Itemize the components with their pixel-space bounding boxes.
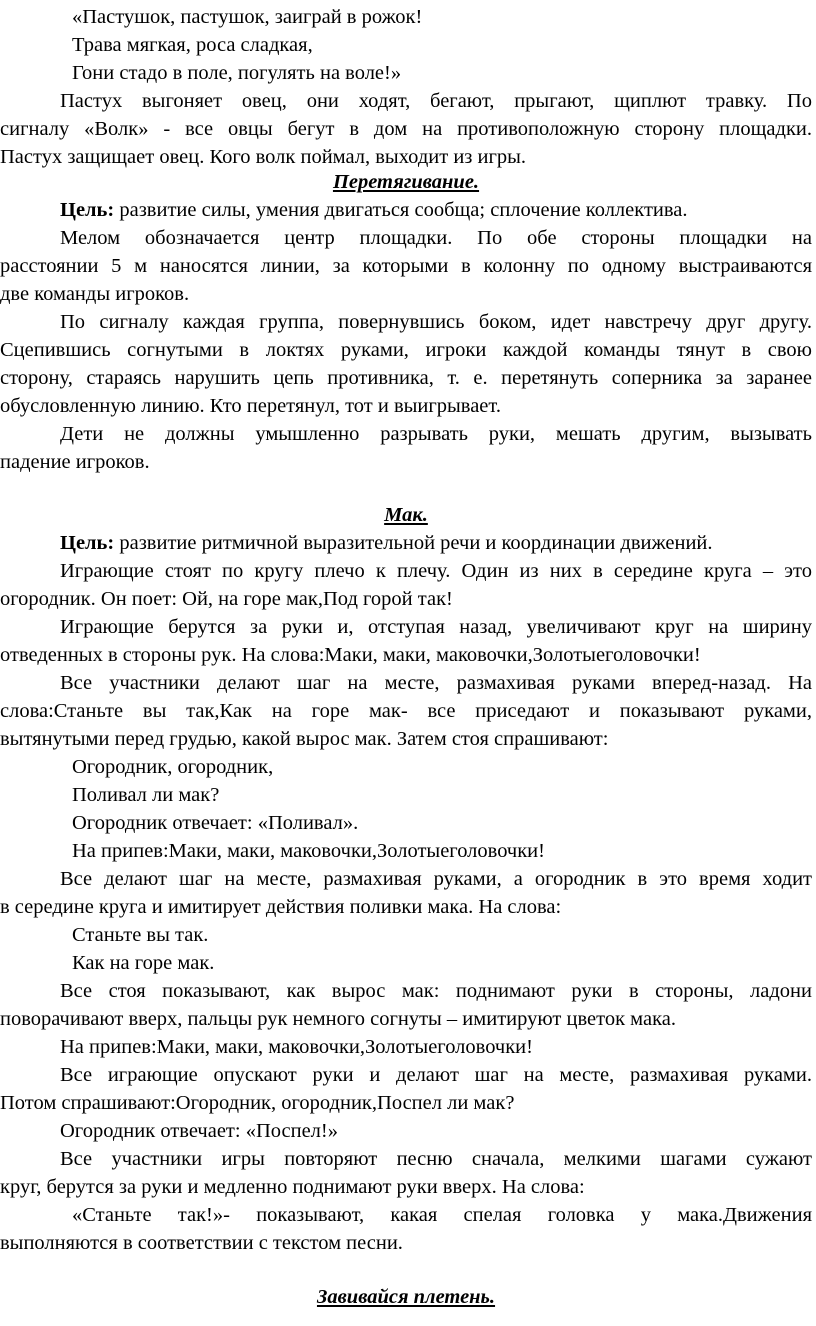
paragraph-line: огородник. Он поет: Ой, на горе мак,Под горой так! <box>0 588 453 610</box>
paragraph-line: две команды игроков. <box>0 283 190 305</box>
paragraph-line: сигналу «Волк» - все овцы бегут в дом на противоположную сторону площадки. <box>0 118 812 140</box>
paragraph-line: падение игроков. <box>0 451 150 473</box>
paragraph-line: отведенных в стороны рук. На слова:Маки, маки, маковочки,Золотыеголовочки! <box>0 644 701 666</box>
paragraph-line: в середине круга и имитирует действия поливки мака. На слова: <box>0 896 562 918</box>
paragraph-line: слова:Станьте вы так,Как на горе мак- все приседают и показывают руками, <box>0 700 812 722</box>
song-line: Трава мягкая, роса сладкая, <box>72 34 313 56</box>
verse-line: Станьте вы так. <box>72 924 209 946</box>
section-title: Перетягивание. <box>332 171 480 193</box>
goal-line <box>60 529 713 557</box>
paragraph-line: Играющие стоят по кругу плечо к плечу. Один из них в середине круга – это <box>60 560 812 582</box>
paragraph-line: Дети не должны умышленно разрывать руки, мешать другим, вызывать <box>60 423 812 445</box>
paragraph-line: расстоянии 5 м наносятся линии, за которыми в колонну по одному выстраиваются <box>0 255 812 277</box>
paragraph-line: По сигналу каждая группа, повернувшись боком, идет навстречу друг другу. <box>60 311 812 333</box>
verse-line: Огородник отвечает: «Поливал». <box>72 812 359 834</box>
song-line: «Пастушок, пастушок, заиграй в рожок! <box>72 6 423 28</box>
paragraph-line: Все делают шаг на месте, размахивая руками, а огородник в это время ходит <box>60 868 812 890</box>
paragraph-line: выполняются в соответствии с текстом песни. <box>0 1232 403 1254</box>
paragraph-line: На припев:Маки, маки, маковочки,Золотыеголовочки! <box>60 1036 533 1058</box>
goal-text: развитие ритмичной выразительной речи и координации движений. <box>114 532 713 554</box>
paragraph-line: Огородник отвечает: «Поспел!» <box>60 1120 338 1142</box>
verse-line: Поливал ли мак? <box>72 784 220 806</box>
verse-line: Как на горе мак. <box>72 952 215 974</box>
paragraph-line: обусловленную линию. Кто перетянул, тот и выигрывает. <box>0 395 501 417</box>
paragraph-line: сторону, стараясь нарушить цепь противника, т. е. перетянуть соперника за заранее <box>0 367 812 389</box>
paragraph-line: круг, берутся за руки и медленно поднимают руки вверх. На слова: <box>0 1176 585 1198</box>
verse-line: На припев:Маки, маки, маковочки,Золотыеголовочки! <box>72 840 545 862</box>
paragraph-line: Мелом обозначается центр площадки. По обе стороны площадки на <box>60 227 812 249</box>
paragraph-line: «Станьте так!»- показывают, какая спелая головка у мака.Движения <box>72 1204 812 1226</box>
paragraph-line: Пастух выгоняет овец, они ходят, бегают, прыгают, щиплют травку. По <box>60 90 812 112</box>
paragraph-line: Все играющие опускают руки и делают шаг на месте, размахивая руками. <box>60 1064 812 1086</box>
paragraph-line: вытянутыми перед грудью, какой вырос мак. Затем стоя спрашивают: <box>0 728 609 750</box>
goal-label: Цель: <box>60 532 115 554</box>
paragraph-line: Все участники игры повторяют песню сначала, мелкими шагами сужают <box>60 1148 812 1170</box>
section-title: Завивайся плетень. <box>316 1286 496 1308</box>
section-title: Мак. <box>384 504 428 526</box>
song-line: Гони стадо в поле, погулять на воле!» <box>72 62 402 84</box>
paragraph-line: Сцепившись согнутыми в локтях руками, игроки каждой команды тянут в свою <box>0 339 812 361</box>
paragraph-line: Играющие берутся за руки и, отступая назад, увеличивают круг на ширину <box>60 616 812 638</box>
verse-line: Огородник, огородник, <box>72 756 274 778</box>
goal-line <box>60 196 688 224</box>
goal-text: развитие силы, умения двигаться сообща; сплочение коллектива. <box>114 199 688 221</box>
paragraph-line: Пастух защищает овец. Кого волк поймал, выходит из игры. <box>0 146 527 168</box>
goal-label: Цель: <box>60 199 115 221</box>
paragraph-line: поворачивают вверх, пальцы рук немного согнуты – имитируют цветок мака. <box>0 1008 676 1030</box>
paragraph-line: Потом спрашивают:Огородник, огородник,Поспел ли мак? <box>0 1092 515 1114</box>
paragraph-line: Все стоя показывают, как вырос мак: поднимают руки в стороны, ладони <box>60 980 812 1002</box>
paragraph-line: Все участники делают шаг на месте, размахивая руками вперед-назад. На <box>60 672 812 694</box>
